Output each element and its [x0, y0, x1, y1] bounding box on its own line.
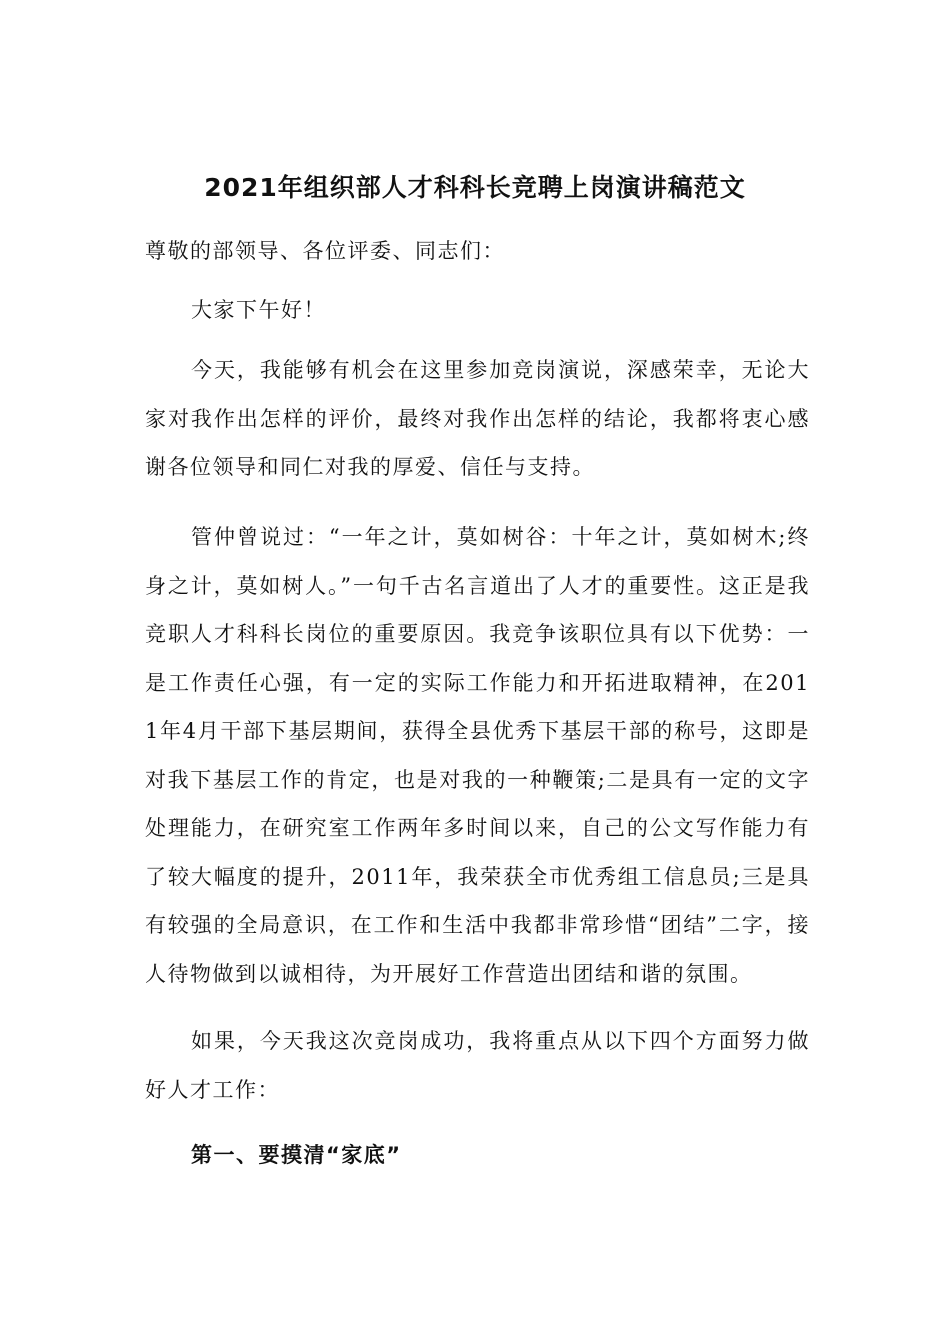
paragraph-plan: 如果，今天我这次竞岗成功，我将重点从以下四个方面努力做好人才工作： [145, 1029, 810, 1102]
section-heading: 第一、要摸清“家底” [191, 1143, 402, 1167]
document-title: 2021年组织部人才科科长竞聘上岗演讲稿范文 [204, 173, 746, 202]
paragraph-intro: 今天，我能够有机会在这里参加竞岗演说，深感荣幸，无论大家对我作出怎样的评价，最终对我作出怎样的结论，我都将衷心感谢各位领导和同仁对我的厚爱、信任与支持。 [145, 358, 810, 479]
salutation: 尊敬的部领导、各位评委、同志们： [145, 239, 505, 263]
greeting: 大家下午好！ [191, 298, 326, 322]
paragraph-advantages: 管仲曾说过：“一年之计，莫如树谷：十年之计，莫如树木;终身之计，莫如树人。”一句千古名言道出了人才的重要性。这正是我竞职人才科科长岗位的重要原因。我竞争该职位具有以下优势：一是工作责任心强，有一定的实际工作能力和开拓进取精神，在2011年4月干部下基层期间，获得全县优秀下基层干部的称号，这即是对我下基层工作的肯定，也是对我的一种鞭策;二是具有一定的文字处理能力，在研究室工作两年多时间以来，自己的公文写作能力有了较大幅度的提升，2011年，我荣获全市优秀组工信息员;三是具有较强的全局意识，在工作和生活中我都非常珍惜“团结”二字，接人待物做到以诚相待，为开展好工作营造出团结和谐的氛围。 [145, 525, 810, 986]
